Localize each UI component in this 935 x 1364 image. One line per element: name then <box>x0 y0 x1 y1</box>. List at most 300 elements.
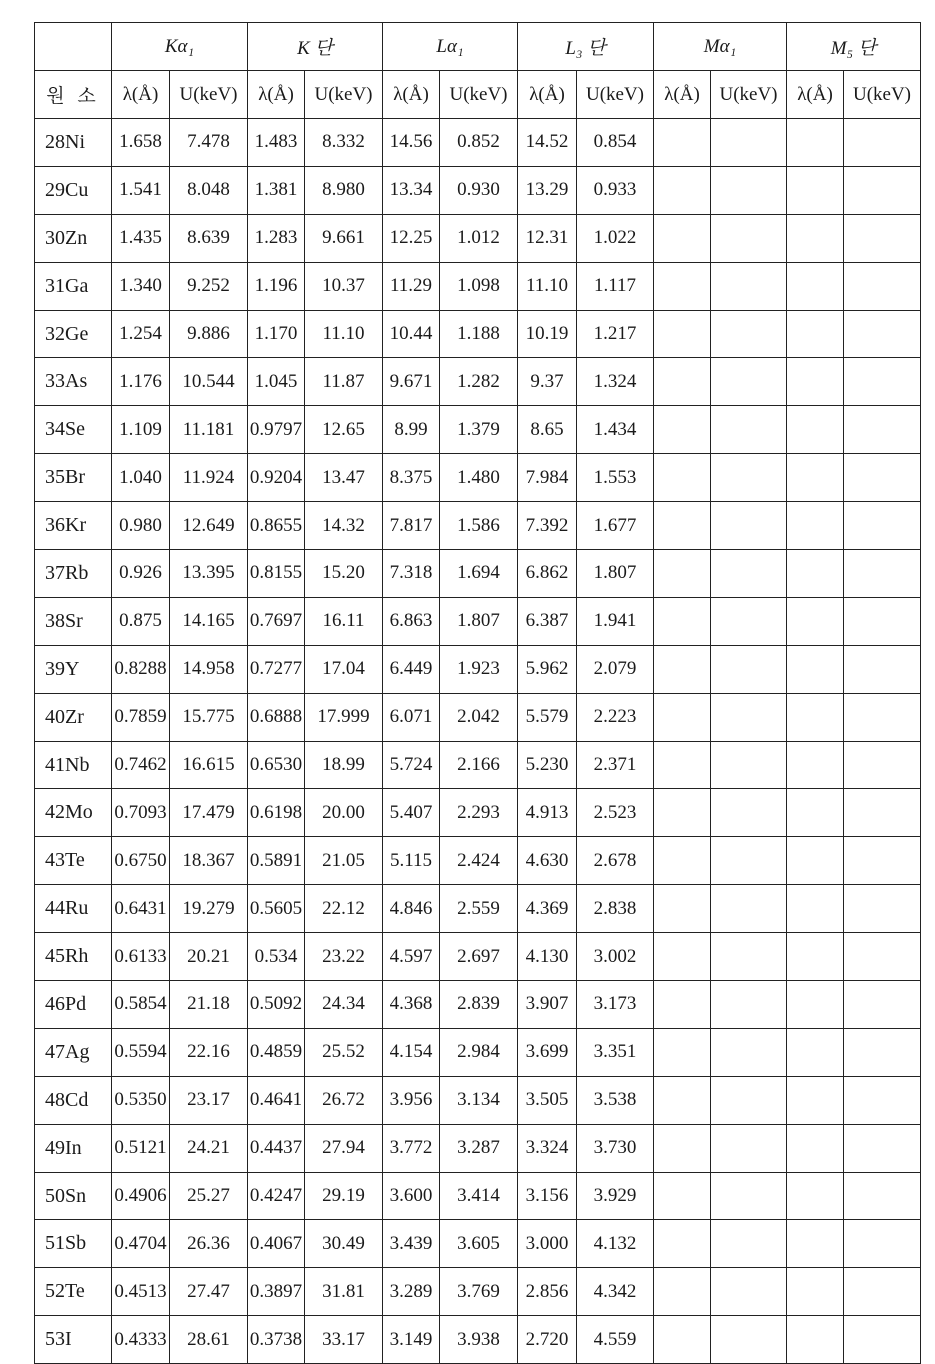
energy-cell: 29.19 <box>305 1172 383 1220</box>
wavelength-cell: 1.658 <box>112 119 170 167</box>
energy-cell: 1.807 <box>577 550 654 598</box>
wavelength-cell: 3.324 <box>518 1124 577 1172</box>
energy-cell <box>844 502 921 550</box>
table-row <box>35 693 921 741</box>
energy-cell <box>844 550 921 598</box>
energy-cell <box>844 1124 921 1172</box>
energy-header: U(keV) <box>711 71 787 119</box>
wavelength-cell: 3.439 <box>383 1220 440 1268</box>
wavelength-cell: 5.962 <box>518 645 577 693</box>
energy-cell: 17.999 <box>305 693 383 741</box>
wavelength-cell <box>654 789 711 837</box>
element-cell: 36Kr <box>35 502 112 550</box>
wavelength-cell <box>787 550 844 598</box>
wavelength-cell: 0.4067 <box>248 1220 305 1268</box>
wavelength-cell: 4.368 <box>383 981 440 1029</box>
energy-cell <box>844 981 921 1029</box>
energy-cell: 19.279 <box>170 885 248 933</box>
wavelength-cell <box>787 214 844 262</box>
energy-cell: 3.351 <box>577 1028 654 1076</box>
energy-cell: 22.12 <box>305 885 383 933</box>
energy-cell: 20.00 <box>305 789 383 837</box>
energy-cell: 9.252 <box>170 262 248 310</box>
corner-cell <box>35 23 112 71</box>
energy-cell: 33.17 <box>305 1316 383 1364</box>
table-row <box>35 119 921 167</box>
wavelength-cell <box>787 358 844 406</box>
energy-cell: 0.930 <box>440 166 518 214</box>
energy-cell: 26.72 <box>305 1076 383 1124</box>
wavelength-header: λ(Å) <box>518 71 577 119</box>
wavelength-cell <box>654 981 711 1029</box>
wavelength-cell <box>787 693 844 741</box>
wavelength-cell <box>787 262 844 310</box>
energy-cell: 11.10 <box>305 310 383 358</box>
element-cell: 53I <box>35 1316 112 1364</box>
wavelength-cell <box>654 1028 711 1076</box>
energy-header: U(keV) <box>577 71 654 119</box>
energy-cell <box>711 358 787 406</box>
wavelength-cell: 14.52 <box>518 119 577 167</box>
wavelength-cell: 1.381 <box>248 166 305 214</box>
wavelength-header: λ(Å) <box>654 71 711 119</box>
energy-cell: 1.694 <box>440 550 518 598</box>
wavelength-cell: 6.071 <box>383 693 440 741</box>
energy-cell: 26.36 <box>170 1220 248 1268</box>
energy-cell <box>711 550 787 598</box>
wavelength-cell: 0.3738 <box>248 1316 305 1364</box>
energy-cell: 23.22 <box>305 933 383 981</box>
wavelength-cell: 0.926 <box>112 550 170 598</box>
energy-cell: 3.929 <box>577 1172 654 1220</box>
wavelength-cell: 3.000 <box>518 1220 577 1268</box>
wavelength-cell <box>787 310 844 358</box>
energy-cell <box>844 741 921 789</box>
energy-cell: 8.980 <box>305 166 383 214</box>
energy-cell: 22.16 <box>170 1028 248 1076</box>
wavelength-cell <box>654 262 711 310</box>
wavelength-cell: 0.8155 <box>248 550 305 598</box>
energy-cell: 20.21 <box>170 933 248 981</box>
energy-cell: 0.933 <box>577 166 654 214</box>
energy-cell <box>844 454 921 502</box>
energy-cell <box>711 885 787 933</box>
energy-cell: 3.605 <box>440 1220 518 1268</box>
element-cell: 30Zn <box>35 214 112 262</box>
energy-cell: 8.048 <box>170 166 248 214</box>
wavelength-cell: 0.4437 <box>248 1124 305 1172</box>
energy-header: U(keV) <box>844 71 921 119</box>
energy-cell <box>844 1028 921 1076</box>
wavelength-cell: 8.65 <box>518 406 577 454</box>
energy-cell: 27.47 <box>170 1268 248 1316</box>
energy-cell: 1.677 <box>577 502 654 550</box>
wavelength-cell <box>654 358 711 406</box>
wavelength-cell: 0.7093 <box>112 789 170 837</box>
element-cell: 37Rb <box>35 550 112 598</box>
energy-cell: 11.924 <box>170 454 248 502</box>
energy-cell: 16.615 <box>170 741 248 789</box>
energy-cell: 12.65 <box>305 406 383 454</box>
table-row <box>35 1028 921 1076</box>
wavelength-cell: 0.6530 <box>248 741 305 789</box>
wavelength-cell <box>654 502 711 550</box>
wavelength-cell: 1.283 <box>248 214 305 262</box>
energy-cell <box>844 310 921 358</box>
energy-cell <box>844 837 921 885</box>
energy-cell: 3.134 <box>440 1076 518 1124</box>
element-cell: 46Pd <box>35 981 112 1029</box>
element-cell: 52Te <box>35 1268 112 1316</box>
wavelength-cell: 0.6133 <box>112 933 170 981</box>
table-body <box>35 119 921 1364</box>
wavelength-cell: 3.289 <box>383 1268 440 1316</box>
energy-cell <box>844 406 921 454</box>
wavelength-cell: 8.375 <box>383 454 440 502</box>
wavelength-cell: 5.407 <box>383 789 440 837</box>
wavelength-cell: 12.25 <box>383 214 440 262</box>
wavelength-cell <box>787 645 844 693</box>
wavelength-cell: 1.254 <box>112 310 170 358</box>
energy-cell <box>844 1220 921 1268</box>
energy-header: U(keV) <box>440 71 518 119</box>
energy-cell <box>711 741 787 789</box>
wavelength-cell: 0.9797 <box>248 406 305 454</box>
group-header-k-edge: K 단 <box>248 23 383 71</box>
wavelength-cell: 4.597 <box>383 933 440 981</box>
table-row <box>35 166 921 214</box>
wavelength-cell: 4.913 <box>518 789 577 837</box>
wavelength-cell <box>787 885 844 933</box>
wavelength-cell <box>787 789 844 837</box>
wavelength-cell: 3.156 <box>518 1172 577 1220</box>
energy-cell: 17.04 <box>305 645 383 693</box>
energy-cell: 13.47 <box>305 454 383 502</box>
element-cell: 33As <box>35 358 112 406</box>
energy-cell <box>711 502 787 550</box>
wavelength-cell <box>654 693 711 741</box>
energy-cell: 24.34 <box>305 981 383 1029</box>
wavelength-cell: 0.6888 <box>248 693 305 741</box>
wavelength-cell: 0.5121 <box>112 1124 170 1172</box>
element-cell: 41Nb <box>35 741 112 789</box>
wavelength-cell: 3.699 <box>518 1028 577 1076</box>
energy-cell: 1.012 <box>440 214 518 262</box>
wavelength-header: λ(Å) <box>383 71 440 119</box>
element-cell: 49In <box>35 1124 112 1172</box>
wavelength-cell <box>787 1124 844 1172</box>
wavelength-cell <box>654 214 711 262</box>
wavelength-cell: 0.5092 <box>248 981 305 1029</box>
wavelength-cell <box>787 119 844 167</box>
wavelength-header: λ(Å) <box>112 71 170 119</box>
wavelength-cell <box>787 837 844 885</box>
energy-cell <box>844 597 921 645</box>
wavelength-cell: 4.630 <box>518 837 577 885</box>
wavelength-cell: 3.907 <box>518 981 577 1029</box>
wavelength-cell: 7.318 <box>383 550 440 598</box>
energy-cell: 3.769 <box>440 1268 518 1316</box>
energy-cell <box>711 310 787 358</box>
energy-cell: 17.479 <box>170 789 248 837</box>
energy-cell <box>711 262 787 310</box>
element-header: 원 소 <box>35 71 112 119</box>
wavelength-cell <box>787 1028 844 1076</box>
energy-cell <box>711 454 787 502</box>
element-cell: 47Ag <box>35 1028 112 1076</box>
wavelength-cell: 9.37 <box>518 358 577 406</box>
element-cell: 48Cd <box>35 1076 112 1124</box>
energy-cell: 11.181 <box>170 406 248 454</box>
wavelength-cell: 8.99 <box>383 406 440 454</box>
energy-cell <box>844 358 921 406</box>
energy-cell: 4.559 <box>577 1316 654 1364</box>
element-cell: 32Ge <box>35 310 112 358</box>
wavelength-cell <box>654 1124 711 1172</box>
energy-cell: 27.94 <box>305 1124 383 1172</box>
energy-cell <box>711 214 787 262</box>
energy-cell <box>844 1316 921 1364</box>
wavelength-cell: 0.4513 <box>112 1268 170 1316</box>
energy-cell: 10.544 <box>170 358 248 406</box>
wavelength-cell <box>787 454 844 502</box>
wavelength-cell: 11.29 <box>383 262 440 310</box>
energy-cell: 2.523 <box>577 789 654 837</box>
wavelength-cell: 0.4859 <box>248 1028 305 1076</box>
wavelength-header: λ(Å) <box>248 71 305 119</box>
energy-cell: 2.984 <box>440 1028 518 1076</box>
wavelength-cell: 1.109 <box>112 406 170 454</box>
energy-cell: 2.559 <box>440 885 518 933</box>
energy-cell: 23.17 <box>170 1076 248 1124</box>
energy-cell: 1.282 <box>440 358 518 406</box>
energy-cell: 1.188 <box>440 310 518 358</box>
wavelength-cell: 0.6750 <box>112 837 170 885</box>
wavelength-cell <box>787 1268 844 1316</box>
table-row <box>35 885 921 933</box>
energy-cell: 2.293 <box>440 789 518 837</box>
element-cell: 29Cu <box>35 166 112 214</box>
energy-cell <box>844 214 921 262</box>
energy-cell <box>711 1268 787 1316</box>
table-row <box>35 789 921 837</box>
energy-cell: 2.424 <box>440 837 518 885</box>
energy-cell <box>844 693 921 741</box>
wavelength-cell: 13.34 <box>383 166 440 214</box>
wavelength-cell: 4.130 <box>518 933 577 981</box>
wavelength-cell <box>787 1076 844 1124</box>
wavelength-cell <box>654 645 711 693</box>
table-row <box>35 597 921 645</box>
table-row <box>35 933 921 981</box>
wavelength-cell <box>654 837 711 885</box>
wavelength-cell: 0.534 <box>248 933 305 981</box>
wavelength-cell <box>654 166 711 214</box>
xray-table <box>34 22 921 1364</box>
energy-cell: 2.042 <box>440 693 518 741</box>
wavelength-cell: 6.863 <box>383 597 440 645</box>
energy-cell <box>844 166 921 214</box>
wavelength-cell: 11.10 <box>518 262 577 310</box>
wavelength-cell: 0.5891 <box>248 837 305 885</box>
wavelength-cell: 0.5350 <box>112 1076 170 1124</box>
energy-cell: 21.05 <box>305 837 383 885</box>
energy-cell: 1.324 <box>577 358 654 406</box>
wavelength-cell: 0.7697 <box>248 597 305 645</box>
energy-cell <box>711 693 787 741</box>
energy-cell: 1.434 <box>577 406 654 454</box>
table-row <box>35 981 921 1029</box>
element-cell: 40Zr <box>35 693 112 741</box>
element-cell: 51Sb <box>35 1220 112 1268</box>
element-cell: 43Te <box>35 837 112 885</box>
energy-cell <box>844 1172 921 1220</box>
energy-cell: 3.938 <box>440 1316 518 1364</box>
energy-cell: 1.480 <box>440 454 518 502</box>
group-header-la1: Lα₁ <box>383 23 518 71</box>
table-row <box>35 214 921 262</box>
energy-cell: 1.022 <box>577 214 654 262</box>
energy-cell <box>711 166 787 214</box>
energy-cell: 1.117 <box>577 262 654 310</box>
wavelength-cell: 0.8655 <box>248 502 305 550</box>
energy-cell: 1.807 <box>440 597 518 645</box>
group-header-l3-edge: L₃ 단 <box>518 23 654 71</box>
element-cell: 45Rh <box>35 933 112 981</box>
wavelength-cell <box>654 1268 711 1316</box>
energy-cell <box>711 645 787 693</box>
energy-cell: 18.99 <box>305 741 383 789</box>
wavelength-cell: 10.44 <box>383 310 440 358</box>
element-cell: 42Mo <box>35 789 112 837</box>
energy-cell: 1.923 <box>440 645 518 693</box>
element-cell: 44Ru <box>35 885 112 933</box>
energy-cell: 0.852 <box>440 119 518 167</box>
energy-cell: 2.079 <box>577 645 654 693</box>
wavelength-cell <box>787 981 844 1029</box>
energy-cell <box>844 789 921 837</box>
wavelength-cell <box>654 1316 711 1364</box>
energy-cell: 14.958 <box>170 645 248 693</box>
energy-cell <box>711 1076 787 1124</box>
wavelength-cell: 0.7859 <box>112 693 170 741</box>
wavelength-cell: 4.154 <box>383 1028 440 1076</box>
wavelength-cell: 3.772 <box>383 1124 440 1172</box>
wavelength-cell <box>654 310 711 358</box>
wavelength-cell: 0.5854 <box>112 981 170 1029</box>
wavelength-cell: 1.170 <box>248 310 305 358</box>
energy-cell: 1.098 <box>440 262 518 310</box>
wavelength-cell: 7.984 <box>518 454 577 502</box>
wavelength-cell: 0.980 <box>112 502 170 550</box>
element-cell: 31Ga <box>35 262 112 310</box>
energy-cell <box>711 933 787 981</box>
wavelength-cell: 0.5605 <box>248 885 305 933</box>
wavelength-cell <box>787 1220 844 1268</box>
wavelength-cell: 3.956 <box>383 1076 440 1124</box>
element-cell: 28Ni <box>35 119 112 167</box>
energy-cell <box>844 119 921 167</box>
energy-cell: 9.886 <box>170 310 248 358</box>
energy-cell <box>844 1268 921 1316</box>
wavelength-cell: 0.6198 <box>248 789 305 837</box>
wavelength-header: λ(Å) <box>787 71 844 119</box>
energy-cell: 31.81 <box>305 1268 383 1316</box>
wavelength-cell <box>787 1316 844 1364</box>
table-row <box>35 1268 921 1316</box>
energy-header: U(keV) <box>170 71 248 119</box>
energy-cell: 4.132 <box>577 1220 654 1268</box>
wavelength-cell: 1.196 <box>248 262 305 310</box>
energy-cell: 3.538 <box>577 1076 654 1124</box>
wavelength-cell: 1.045 <box>248 358 305 406</box>
wavelength-cell: 0.875 <box>112 597 170 645</box>
group-header-row <box>35 23 921 71</box>
element-cell: 39Y <box>35 645 112 693</box>
wavelength-cell <box>654 933 711 981</box>
wavelength-cell: 0.9204 <box>248 454 305 502</box>
wavelength-cell <box>787 166 844 214</box>
energy-cell <box>711 1124 787 1172</box>
wavelength-cell: 3.600 <box>383 1172 440 1220</box>
wavelength-cell: 5.115 <box>383 837 440 885</box>
table-row <box>35 358 921 406</box>
table-row <box>35 262 921 310</box>
table-row <box>35 550 921 598</box>
energy-cell <box>711 1172 787 1220</box>
sub-header-row <box>35 71 921 119</box>
table-row <box>35 406 921 454</box>
group-header-ka1: Kα₁ <box>112 23 248 71</box>
energy-cell: 14.165 <box>170 597 248 645</box>
energy-cell: 8.639 <box>170 214 248 262</box>
energy-cell: 2.839 <box>440 981 518 1029</box>
wavelength-cell <box>654 406 711 454</box>
energy-cell: 28.61 <box>170 1316 248 1364</box>
energy-cell: 1.217 <box>577 310 654 358</box>
table-row <box>35 741 921 789</box>
wavelength-cell: 7.817 <box>383 502 440 550</box>
energy-cell: 8.332 <box>305 119 383 167</box>
energy-header: U(keV) <box>305 71 383 119</box>
wavelength-cell <box>654 119 711 167</box>
table-row <box>35 1076 921 1124</box>
energy-cell: 24.21 <box>170 1124 248 1172</box>
wavelength-cell: 5.724 <box>383 741 440 789</box>
energy-cell: 3.287 <box>440 1124 518 1172</box>
element-cell: 50Sn <box>35 1172 112 1220</box>
wavelength-cell: 0.4247 <box>248 1172 305 1220</box>
wavelength-cell: 12.31 <box>518 214 577 262</box>
wavelength-cell: 0.3897 <box>248 1268 305 1316</box>
energy-cell <box>711 789 787 837</box>
energy-cell: 21.18 <box>170 981 248 1029</box>
energy-cell: 3.173 <box>577 981 654 1029</box>
energy-cell <box>711 981 787 1029</box>
energy-cell: 3.414 <box>440 1172 518 1220</box>
wavelength-cell: 4.369 <box>518 885 577 933</box>
wavelength-cell <box>787 502 844 550</box>
wavelength-cell: 1.040 <box>112 454 170 502</box>
energy-cell <box>711 837 787 885</box>
wavelength-cell: 9.671 <box>383 358 440 406</box>
wavelength-cell: 0.8288 <box>112 645 170 693</box>
energy-cell <box>711 406 787 454</box>
table-row <box>35 310 921 358</box>
energy-cell: 1.553 <box>577 454 654 502</box>
wavelength-cell: 1.176 <box>112 358 170 406</box>
wavelength-cell <box>787 1172 844 1220</box>
